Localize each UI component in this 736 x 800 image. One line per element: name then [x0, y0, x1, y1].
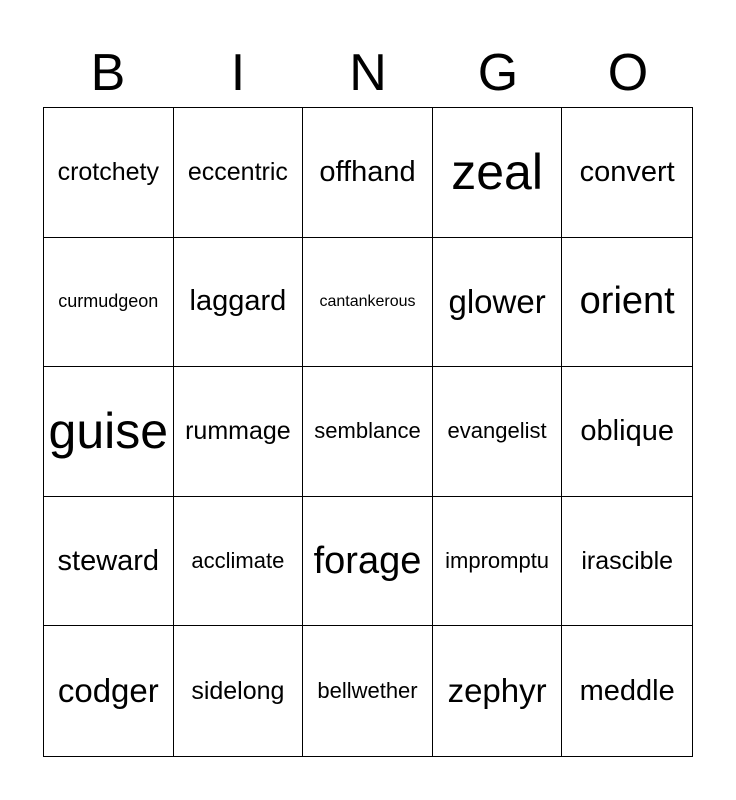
bingo-cell[interactable]: evangelist — [433, 367, 563, 497]
bingo-cell[interactable]: steward — [44, 497, 174, 627]
bingo-cell[interactable]: eccentric — [174, 108, 304, 238]
bingo-cell[interactable]: bellwether — [303, 626, 433, 756]
bingo-header — [43, 40, 693, 106]
header-letter-b: B — [90, 44, 126, 102]
header-letter-n: N — [349, 44, 387, 102]
bingo-cell[interactable]: orient — [562, 238, 692, 368]
bingo-cell[interactable]: curmudgeon — [44, 238, 174, 368]
bingo-cell[interactable]: zephyr — [433, 626, 563, 756]
bingo-cell[interactable]: codger — [44, 626, 174, 756]
bingo-cell[interactable]: laggard — [174, 238, 304, 368]
bingo-cell[interactable]: semblance — [303, 367, 433, 497]
bingo-cell[interactable]: meddle — [579, 674, 675, 707]
bingo-cell[interactable]: guise — [44, 367, 174, 497]
bingo-cell[interactable]: impromptu — [433, 497, 563, 627]
bingo-cell[interactable]: convert — [562, 108, 692, 238]
bingo-cell[interactable]: oblique — [562, 367, 692, 497]
header-letter-o: O — [607, 44, 649, 102]
bingo-cell[interactable]: glower — [433, 238, 563, 368]
bingo-cell[interactable]: forage — [303, 497, 433, 627]
bingo-cell[interactable]: offhand — [303, 108, 433, 238]
bingo-cell[interactable]: sidelong — [174, 626, 304, 756]
bingo-cell[interactable]: zeal — [433, 108, 563, 238]
header-letter-g: G — [477, 44, 519, 102]
bingo-cell[interactable]: acclimate — [174, 497, 304, 627]
bingo-cell[interactable]: crotchety — [44, 108, 174, 238]
bingo-board — [43, 107, 693, 757]
bingo-cell[interactable]: irascible — [562, 497, 692, 627]
header-letter-i: I — [230, 44, 246, 102]
bingo-cell[interactable]: cantankerous — [303, 238, 433, 368]
bingo-cell[interactable]: rummage — [174, 367, 304, 497]
